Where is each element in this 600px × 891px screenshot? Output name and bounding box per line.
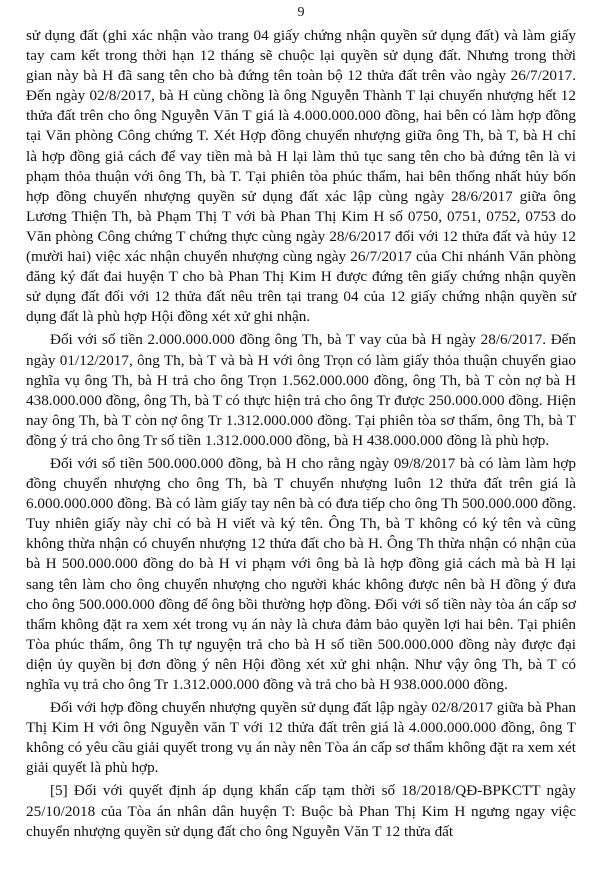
page-number: 9 — [297, 5, 305, 20]
paragraph-500m-payment: Đối với số tiền 500.000.000 đồng, bà H cho rằng ngày 09/8/2017 bà có làm làm hợp đồng chuyển nhượng cho ông Th, bà T chuyển nhượng luôn 12 thửa đất trên giá là 6.000.000.000 đồng. Bà có làm giấy tay nên bà có đưa tiếp cho ông Th 500.000.000 đồng. Tuy nhiên giấy này chỉ có bà H viết và ký tên. Ông Th, bà T không có ký tên và cũng không thừa nhận có chuyển nhượng 12 thửa đất cho bà H. Ông Th thừa nhận có nhận của bà H 500.000.000 đồng do bà H vi phạm với ông bà là hợp đồng giả cách mà bà H lại sang tên làm cho ông chuyển nhượng cho người khác không được nên bà H đồng ý đưa cho ông 500.000.000 đồng để ông bồi thường hợp đồng. Đối với số tiền này tòa án cấp sơ thẩm không đặt ra xem xét trong vụ án này là chưa đảm bảo quyền lợi hai bên. Tại phiên Tòa phúc thẩm, ông Th tự nguyện trả cho bà H số tiền 500.000.000 đồng này được đại diện ủy quyền bị đơn đồng ý nên Hội đồng xét xử ghi nhận. Như vậy ông Th, bà T có nghĩa vụ trả cho ông Tr 1.312.000.000 đồng và trả cho bà H 938.000.000 đồng. — [26, 454, 576, 693]
paragraph-continued: sử dụng đất (ghi xác nhận vào trang 04 giấy chứng nhận quyền sử dụng đất) và làm giấy tay cam kết trong thời hạn 12 tháng sẽ chuộc lại quyền sử dụng đất. Nhưng trong thời gian này bà H đã sang tên cho bà đứng tên toàn bộ 12 thửa đất trên vào ngày 26/7/2017. Đến ngày 02/8/2017, bà H cùng chồng là ông Nguyễn Thành T lại chuyển nhượng hết 12 thửa đất trên cho ông Nguyễn Văn T giá là 4.000.000.000 đồng, hai bên có làm hợp đồng tại Văn phòng Công chứng T. Xét Hợp đồng chuyển nhượng giữa ông Th, bà T, bà H chỉ là hợp đồng giả cách để vay tiền mà bà H lại làm thủ tục sang tên cho bà đứng tên là vi phạm thỏa thuận với ông Th, bà T. Tại phiên tòa phúc thẩm, hai bên thống nhất hủy bốn hợp đồng chuyển nhượng quyền sử dụng đất xác lập cùng ngày 28/6/2017 giữa ông Lương Thiện Th, bà Phạm Thị T với bà Phan Thị Kim H số 0750, 0751, 0752, 0753 do Văn phòng Công chứng T chứng thực cùng ngày 28/6/2017 đối với 12 thửa đất và hủy 12 (mười hai) việc xác nhận chuyển nhượng cùng ngày 26/7/2017 của Chi nhánh Văn phòng đăng ký đất đai huyện T cho bà Phan Thị Kim H được đứng tên giấy chứng nhận quyền sử dụng đất đối với 12 thửa đất nêu trên tại trang 04 của 12 giấy chứng nhận quyền sử dụng đất là phù hợp Hội đồng xét xử ghi nhận. — [26, 27, 576, 326]
paragraph-loan-amount: Đối với số tiền 2.000.000.000 đồng ông Th, bà T vay của bà H ngày 28/6/2017. Đến ngày 01/12/2017, ông Th, bà T và bà H với ông Trọn có làm giấy thỏa thuận chuyển giao nghĩa vụ ông Th, bà H trả cho ông Trọn 1.562.000.000 đồng, ông Th, bà T còn nợ bà H 438.000.000 đồng, ông Th, bà T có thực hiện trả cho ông Tr được 250.000.000 đồng. Hiện nay ông Th, bà T còn nợ ông Tr 1.312.000.000 đồng. Tại phiên tòa sơ thẩm, ông Th, bà T đồng ý trả cho ông Tr số tiền 1.312.000.000 đồng, bà H 438.000.000 đồng là phù hợp. — [26, 331, 576, 449]
paragraph-interim-decision: [5] Đối với quyết định áp dụng khẩn cấp tạm thời số 18/2018/QĐ-BPKCTT ngày 25/10/2018 của Tòa án nhân dân huyện T: Buộc bà Phan Thị Kim H ngưng ngay việc chuyển nhượng quyền sử dụng đất cho ông Nguyễn Văn T 12 thửa đất — [26, 782, 576, 840]
paragraph-transfer-contract: Đối với hợp đồng chuyển nhượng quyền sử dụng đất lập ngày 02/8/2017 giữa bà Phan Thị Kim H với ông Nguyễn văn T với 12 thửa đất trên giá là 4.000.000.000 đồng, ông T không có yêu cầu giải quyết trong vụ án này nên Tòa án cấp sơ thẩm không đặt ra xem xét giải quyết là phù hợp. — [26, 699, 576, 777]
document-body — [26, 26, 576, 842]
